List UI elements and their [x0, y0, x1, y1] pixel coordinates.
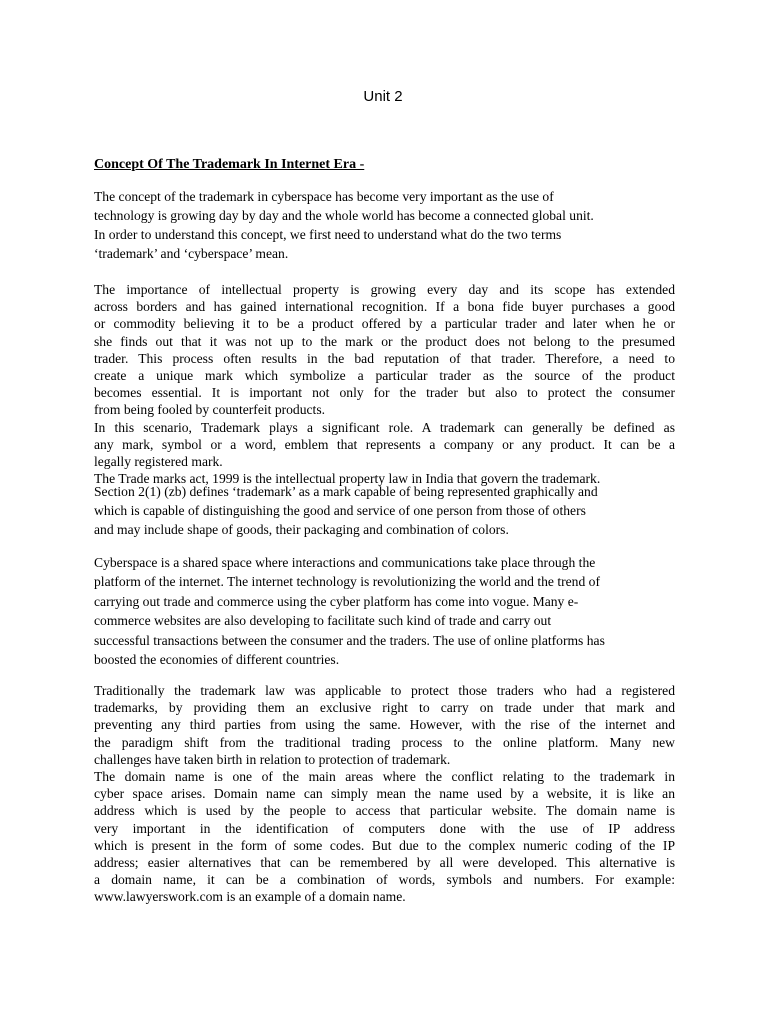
text-line: address which is used by the people to access that particular website. The domain name is	[94, 803, 675, 819]
text-line: Section 2(1) (zb) defines ‘trademark’ as a mark capable of being represented graphically and	[94, 484, 598, 499]
text-line: becomes essential. It is important not only for the trader but also to protect the consumer	[94, 385, 675, 401]
text-line: trademarks, by providing them an exclusive right to carry on trade under that mark and	[94, 700, 675, 716]
text-line: or commodity believing it to be a product offered by a particular trader and later when he or	[94, 316, 675, 332]
text-line: very important in the identification of computers done with the use of IP address	[94, 820, 675, 836]
text-line: successful transactions between the consumer and the traders. The use of online platforms has	[94, 632, 605, 648]
text-line: any mark, symbol or a word, emblem that represents a company or any product. It can be a	[94, 436, 675, 452]
text-line: challenges have taken birth in relation to protection of trademark.	[94, 751, 451, 767]
text-line: In order to understand this concept, we first need to understand what do the two terms	[94, 227, 562, 242]
text-line: technology is growing day by day and the whole world has become a connected global unit.	[94, 208, 594, 223]
text-line: The concept of the trademark in cyberspace has become very important as the use of	[94, 189, 554, 204]
text-line: In this scenario, Trademark plays a significant role. A trademark can generally be defined as	[94, 419, 675, 435]
text-line: which is capable of distinguishing the good and service of one person from those of others	[94, 503, 586, 518]
paragraph-importance	[94, 281, 675, 487]
section-heading: Concept Of The Trademark In Internet Era -	[94, 157, 365, 172]
paragraph-cyberspace	[94, 553, 675, 669]
text-line: and may include shape of goods, their packaging and combination of colors.	[94, 522, 509, 537]
text-line: ‘trademark’ and ‘cyberspace’ mean.	[94, 246, 289, 261]
text-line: platform of the internet. The internet technology is revolutionizing the world and the trend of	[94, 574, 600, 590]
text-line: create a unique mark which symbolize a particular trader as the source of the product	[94, 368, 675, 384]
text-line: across borders and has gained international recognition. If a bona fide buyer purchases a good	[94, 299, 675, 315]
text-line: preventing any third parties from using the same. However, with the rise of the internet and	[94, 717, 675, 733]
text-line: Cyberspace is a shared space where interactions and communications take place through the	[94, 555, 596, 570]
text-line: address; easier alternatives that can be remembered by all were developed. This alternative is	[94, 855, 675, 871]
text-line: the paradigm shift from the traditional trading process to the online platform. Many new	[94, 734, 675, 750]
text-line: she finds out that it was not up to the mark or the product does not belong to the presumed	[94, 333, 675, 349]
unit-title-text: Unit 2	[363, 88, 403, 105]
unit-title	[0, 88, 768, 105]
text-line: The Trade marks act, 1999 is the intellectual property law in India that govern the trademark.	[94, 471, 601, 487]
text-line: The domain name is one of the main areas where the conflict relating to the trademark in	[94, 769, 675, 785]
text-line: which is present in the form of some codes. But due to the complex numeric coding of the IP	[94, 837, 675, 853]
text-line: from being fooled by counterfeit products.	[94, 402, 326, 418]
paragraph-domain-name	[94, 682, 675, 906]
text-line: The importance of intellectual property is growing every day and its scope has extended	[94, 282, 675, 297]
text-line: legally registered mark.	[94, 454, 223, 470]
text-line: carrying out trade and commerce using the cyber platform has come into vogue. Many e-	[94, 593, 579, 609]
text-line: cyber space arises. Domain name can simply mean the name used by a website, it is like an	[94, 786, 675, 802]
paragraph-section-definition	[94, 482, 675, 539]
text-line: trader. This process often results in the bad reputation of that trader. Therefore, a need to	[94, 350, 675, 366]
text-line: a domain name, it can be a combination of words, symbols and numbers. For example:	[94, 872, 675, 888]
text-line: Traditionally the trademark law was applicable to protect those traders who had a registered	[94, 683, 675, 698]
text-line: www.lawyerswork.com is an example of a domain name.	[94, 889, 406, 905]
text-line: commerce websites are also developing to facilitate such kind of trade and carry out	[94, 613, 552, 629]
paragraph-intro	[94, 187, 675, 263]
text-line: boosted the economies of different countries.	[94, 652, 340, 668]
